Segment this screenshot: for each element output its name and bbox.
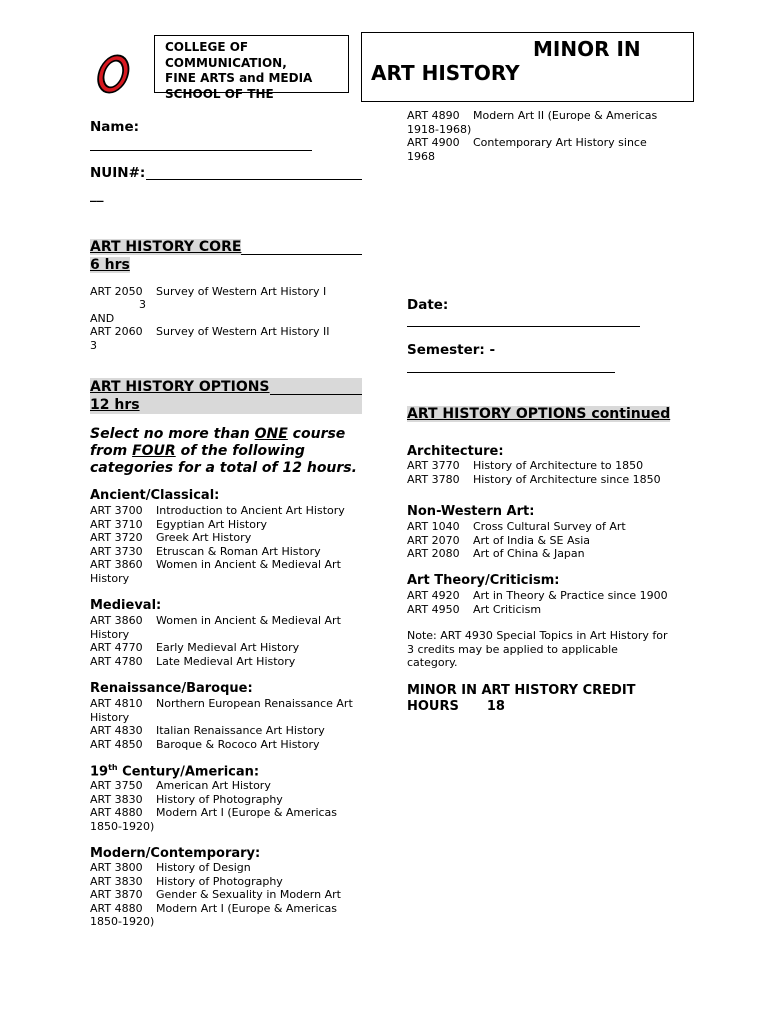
course-title: Northern European Renaissance Art	[156, 697, 353, 710]
course-title: Baroque & Rococo Art History	[156, 737, 320, 751]
course-row	[90, 545, 345, 559]
note-line: Note: ART 4930 Special Topics in Art History for	[407, 629, 668, 642]
instr-text: Select no more than	[90, 426, 255, 442]
course-row	[90, 518, 345, 532]
course-code: ART 3830	[90, 874, 143, 888]
core-and: AND	[90, 312, 115, 325]
c19-sup: th	[108, 763, 118, 772]
arch-list	[407, 459, 661, 486]
course-cont: History	[90, 710, 130, 724]
course-title: Contemporary Art History since	[473, 136, 647, 149]
course-code: ART 4950	[407, 602, 460, 616]
course-code: ART 3710	[90, 517, 143, 531]
course-cont: History	[90, 627, 130, 641]
core-course-1-credits: 3	[139, 298, 146, 311]
course-cont: 1918-1968)	[407, 122, 472, 136]
core-heading: ART HISTORY CORE	[90, 239, 242, 255]
course-title: Art of China & Japan	[473, 547, 585, 560]
theory-list	[407, 589, 668, 616]
course-title: History of Design	[156, 861, 251, 874]
options-heading: ART HISTORY OPTIONS	[90, 379, 270, 395]
college-line: COMMUNICATION,	[165, 55, 287, 70]
course-code: ART 3700	[90, 504, 143, 517]
c19-list	[90, 779, 337, 833]
course-code: ART 3830	[90, 792, 143, 806]
continued-heading-row	[407, 405, 670, 423]
course-title: Early Medieval Art History	[156, 641, 300, 654]
course-row	[407, 589, 668, 603]
date-field[interactable]	[407, 326, 640, 327]
c19-num: 19	[90, 764, 109, 780]
course-row	[90, 902, 341, 916]
course-title: History of Photography	[156, 792, 283, 806]
course-row	[90, 861, 341, 875]
course-code: ART 4890	[407, 109, 460, 122]
credit-hours-block	[407, 683, 636, 715]
course-code: ART 4770	[90, 641, 143, 654]
course-cont: History	[90, 571, 130, 585]
options-hours-row	[90, 396, 362, 414]
course-row	[90, 614, 341, 628]
university-logo-icon	[96, 52, 132, 94]
course-code: ART 3770	[407, 459, 460, 472]
college-line: FINE ARTS and MEDIA	[165, 71, 313, 85]
medieval-list	[90, 614, 341, 668]
instr-four: FOUR	[132, 443, 176, 459]
course-title: History of Architecture to 1850	[473, 459, 644, 472]
course-row	[90, 738, 353, 752]
course-title: History of Architecture since 1850	[473, 472, 661, 486]
note	[407, 629, 667, 670]
course-title: History of Photography	[156, 874, 283, 888]
renaissance-list	[90, 697, 353, 751]
title-line1: MINOR IN	[533, 37, 641, 61]
course-code: ART 2050	[90, 285, 143, 298]
course-code: ART 2060	[90, 325, 143, 338]
course-title: Late Medieval Art History	[156, 654, 296, 668]
course-title: American Art History	[156, 779, 271, 792]
course-title: Greek Art History	[156, 531, 252, 544]
course-code: ART 3800	[90, 861, 143, 874]
name-label: Name:	[90, 119, 140, 135]
credit-line: HOURS	[407, 699, 459, 714]
course-code: ART 3750	[90, 779, 143, 792]
arch-label: Architecture:	[407, 444, 504, 459]
course-title: Cross Cultural Survey of Art	[473, 520, 626, 533]
course-title: Introduction to Ancient Art History	[156, 504, 345, 517]
options-heading-rule	[270, 394, 362, 395]
course-title: Modern Art I (Europe & Americas	[156, 806, 338, 819]
nuin-tail: __	[90, 187, 104, 203]
title-box	[361, 32, 694, 102]
course-title: Women in Ancient & Medieval Art	[156, 558, 341, 571]
semester-field[interactable]	[407, 372, 615, 373]
course-title: Survey of Western Art History II	[156, 325, 330, 338]
core-course-1	[90, 285, 326, 299]
options-instructions	[90, 426, 357, 477]
course-row	[90, 724, 353, 738]
nonwestern-label: Non-Western Art:	[407, 504, 535, 519]
course-row	[90, 697, 353, 711]
nuin-label: NUIN#:	[90, 165, 146, 181]
course-code: ART 2080	[407, 547, 460, 560]
course-code: ART 3780	[407, 472, 460, 486]
course-row	[407, 136, 657, 150]
course-row	[90, 531, 345, 545]
title-line2: ART HISTORY	[371, 61, 520, 85]
course-row	[90, 558, 345, 572]
course-cont: 1850-1920)	[90, 915, 155, 928]
course-code: ART 3730	[90, 544, 143, 558]
c19-label	[90, 763, 259, 779]
modern-label: Modern/Contemporary:	[90, 846, 261, 861]
course-title: Egyptian Art History	[156, 517, 267, 531]
note-line: 3 credits may be applied to applicable	[407, 642, 618, 656]
course-code: ART 4880	[90, 806, 143, 819]
course-cont: 1968	[407, 149, 435, 163]
course-code: ART 2070	[407, 533, 460, 547]
credit-hours-value: 18	[486, 699, 505, 714]
course-title: Women in Ancient & Medieval Art	[156, 614, 341, 627]
note-line: category.	[407, 656, 458, 669]
core-course-2-credits: 3	[90, 339, 97, 352]
course-cont: 1850-1920)	[90, 819, 155, 833]
course-row	[90, 779, 337, 793]
course-row	[407, 603, 668, 617]
course-code: ART 3860	[90, 558, 143, 571]
options-hours: 12 hrs	[90, 397, 140, 413]
course-row	[90, 875, 341, 889]
course-title: Art of India & SE Asia	[473, 533, 591, 547]
course-title: Modern Art I (Europe & Americas	[156, 901, 338, 915]
core-hours: 6 hrs	[90, 257, 130, 273]
course-row	[407, 109, 657, 123]
course-row	[407, 473, 661, 487]
course-row	[90, 655, 341, 669]
college-name-box	[154, 35, 349, 101]
course-code: ART 4880	[90, 901, 143, 915]
course-code: ART 4830	[90, 724, 143, 737]
course-title: Art in Theory & Practice since 1900	[473, 589, 668, 602]
right-top-courses	[407, 109, 657, 163]
nonwestern-list	[407, 520, 626, 561]
modern-list	[90, 861, 341, 929]
ancient-label: Ancient/Classical:	[90, 488, 220, 503]
course-code: ART 4900	[407, 136, 460, 149]
c19-rest: Century/American:	[117, 764, 260, 780]
course-code: ART 3870	[90, 888, 143, 901]
core-course-2	[90, 325, 329, 339]
name-field[interactable]	[90, 150, 312, 151]
continued-heading: ART HISTORY OPTIONS continued	[407, 406, 671, 422]
course-title: Art Criticism	[473, 602, 542, 616]
course-code: ART 4920	[407, 589, 460, 602]
instr-one: ONE	[254, 426, 288, 442]
course-code: ART 3860	[90, 614, 143, 627]
course-code: ART 4850	[90, 737, 143, 751]
renaissance-label: Renaissance/Baroque:	[90, 681, 253, 696]
ancient-list	[90, 504, 345, 585]
credit-line: MINOR IN ART HISTORY CREDIT	[407, 683, 636, 698]
semester-label: Semester: -	[407, 342, 496, 358]
date-label: Date:	[407, 297, 449, 313]
course-row	[407, 459, 661, 473]
course-title: Gender & Sexuality in Modern Art	[156, 888, 341, 901]
theory-label: Art Theory/Criticism:	[407, 573, 560, 588]
college-line: SCHOOL OF THE	[165, 86, 274, 101]
college-line: COLLEGE OF	[165, 40, 249, 54]
course-row	[407, 534, 626, 548]
core-heading-rule	[241, 254, 362, 255]
course-title: Modern Art II (Europe & Americas	[473, 109, 658, 122]
instr-text: categories for a total of 12 hours.	[90, 460, 357, 476]
course-code: ART 4810	[90, 697, 143, 710]
course-code: ART 4780	[90, 654, 143, 668]
instr-text: of the following	[175, 443, 305, 459]
course-title: Italian Renaissance Art History	[156, 724, 325, 737]
course-row	[90, 793, 337, 807]
course-row	[407, 547, 626, 561]
medieval-label: Medieval:	[90, 598, 162, 613]
instr-text: from	[90, 443, 133, 459]
course-row	[90, 806, 337, 820]
nuin-field[interactable]	[146, 179, 362, 180]
course-row	[407, 520, 626, 534]
course-title: Etruscan & Roman Art History	[156, 544, 321, 558]
course-row	[90, 888, 341, 902]
instr-text: course	[287, 426, 346, 442]
course-code: ART 3720	[90, 531, 143, 544]
course-row	[90, 641, 341, 655]
course-code: ART 1040	[407, 520, 460, 533]
course-row	[90, 504, 345, 518]
course-title: Survey of Western Art History I	[156, 285, 327, 298]
core-hours-row	[90, 256, 130, 274]
